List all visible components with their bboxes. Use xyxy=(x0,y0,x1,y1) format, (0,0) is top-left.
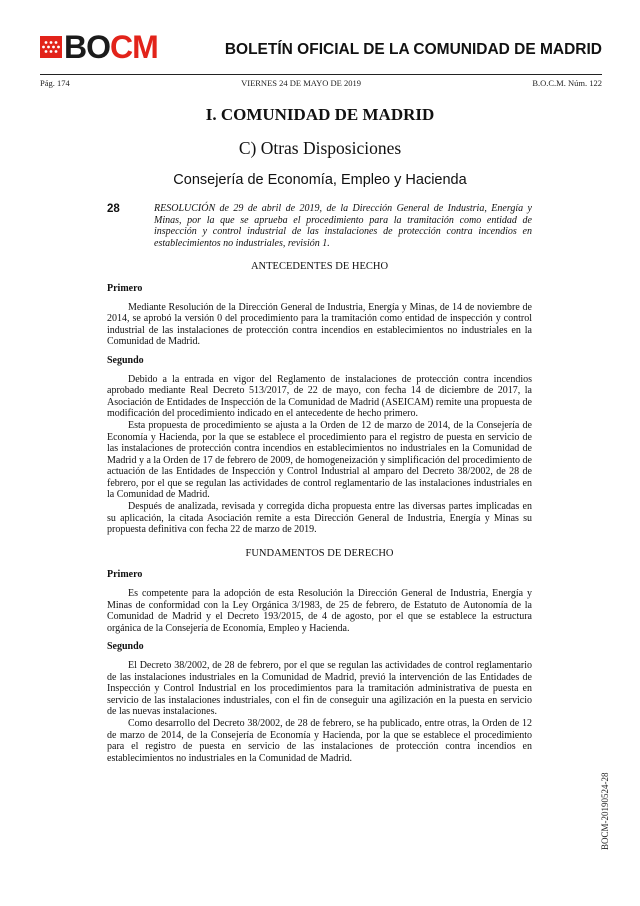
document-body xyxy=(107,203,532,764)
antecedentes-segundo-paragraph: Debido a la entrada en vigor del Reglamento de instalaciones de protección contra incendios aprobado mediante Real Decreto 513/2017, de 22 de mayo, con fecha 14 de diciembre de 2017, la Asociación de Entidades de Inspección de la Comunidad de Madrid (ASEICAM) remite una propuesta de modificación del procedimiento indicado en el antecedente de hecho primero. xyxy=(107,373,532,420)
fundamentos-segundo-label: Segundo xyxy=(107,641,144,653)
item-number: 28 xyxy=(107,203,120,215)
header-divider xyxy=(40,74,602,75)
publication-date: VIERNES 24 DE MAYO DE 2019 xyxy=(241,78,361,88)
antecedentes-primero-label: Primero xyxy=(107,282,143,294)
page-subheader xyxy=(40,78,602,88)
logo-text-bo: BO xyxy=(64,29,110,65)
antecedentes-primero-paragraph: Mediante Resolución de la Dirección General de Industria, Energía y Minas, de 14 de noviembre de 2014, se aprobó la versión 0 del procedimiento para la tramitación como entidad de inspección y control industrial de las instalaciones de protección contra incendios en establecimientos no industriales en la Comunidad de Madrid. xyxy=(107,301,532,348)
madrid-flag-icon xyxy=(40,36,62,58)
logo-text-cm: CM xyxy=(110,29,158,65)
subsection-title: C) Otras Disposiciones xyxy=(238,138,402,158)
antecedentes-segundo-paragraph: Esta propuesta de procedimiento se ajusta a la Orden de 12 de marzo de 2014, de la Consejería de Economía y Hacienda, por la que se establece el procedimiento para el registro de puesta en servicio de las instalaciones de protección contra incendios en establecimientos no industriales en la Comunidad de Madrid y a la Orden de 17 de febrero de 2009, de homogeneización y simplificación del procedimiento de actuación de las Entidades de Inspección y Control Industrial al amparo del Decreto 38/2002, de 28 de febrero, por el que se regulan las actividades de control reglamentario de las instalaciones industriales en la Comunidad de Madrid. xyxy=(107,419,532,501)
fundamentos-heading: FUNDAMENTOS DE DERECHO xyxy=(245,547,394,559)
antecedentes-heading: ANTECEDENTES DE HECHO xyxy=(250,261,389,273)
antecedentes-segundo-label: Segundo xyxy=(107,354,144,366)
logo-wordmark xyxy=(64,30,158,64)
issue-number: B.O.C.M. Núm. 122 xyxy=(532,78,602,88)
bocm-logo xyxy=(40,30,158,64)
department-title: Consejería de Economía, Empleo y Hacienda xyxy=(173,172,467,188)
gazette-title: BOLETÍN OFICIAL DE LA COMUNIDAD DE MADRID xyxy=(224,41,602,58)
fundamentos-primero-label: Primero xyxy=(107,569,143,581)
fundamentos-segundo-paragraph: Como desarrollo del Decreto 38/2002, de 28 de febrero, se ha publicado, entre otras, la Orden de 12 de marzo de 2014, de la Consejería de Economía y Hacienda, por la que se establece el procedimiento para el registro de puesta en servicio de las instalaciones de protección contra incendios en establecimientos no industriales en la Comunidad de Madrid. xyxy=(107,717,532,764)
fundamentos-primero-paragraph: Es competente para la adopción de esta Resolución la Dirección General de Industria, Energía y Minas de conformidad con la Ley Orgánica 3/1983, de 25 de febrero, de Estatuto de Autonomía de la Comunidad de Madrid y el Decreto 193/2015, de 4 de agosto, por el que se establece la estructura orgánica de la Consejería de Economía, Empleo y Hacienda. xyxy=(107,588,532,634)
section-title: I. COMUNIDAD DE MADRID xyxy=(205,105,435,124)
antecedentes-segundo-paragraph: Después de analizada, revisada y corregida dicha propuesta entre las diversas partes implicadas en su aplicación, la citada Asociación remite a esta Dirección General de Industria, Energía y Minas su propuesta definitiva con fecha 22 de marzo de 2019. xyxy=(107,501,532,536)
side-document-code: BOCM-20190524-28 xyxy=(600,772,610,850)
resolution-summary: RESOLUCIÓN de 29 de abril de 2019, de la Dirección General de Industria, Energía y Minas, por la que se aprueba el procedimiento para la tramitación como entidad de inspección y control industrial de las instalaciones de protección contra incendios en establecimientos no industriales, revisión 1. xyxy=(154,203,532,249)
page-number: Pág. 174 xyxy=(40,78,70,88)
fundamentos-segundo-paragraph: El Decreto 38/2002, de 28 de febrero, por el que se regulan las actividades de control reglamentario de las instalaciones industriales en la Comunidad de Madrid, previó la intervención de las Entidades de Inspección y Control Industrial en los procedimientos para la tramitación administrativa de puesta en servicio de las instalaciones industriales, con el fin de conseguir una agilización en la puesta en servicio de las nuevas instalaciones. xyxy=(107,660,532,718)
